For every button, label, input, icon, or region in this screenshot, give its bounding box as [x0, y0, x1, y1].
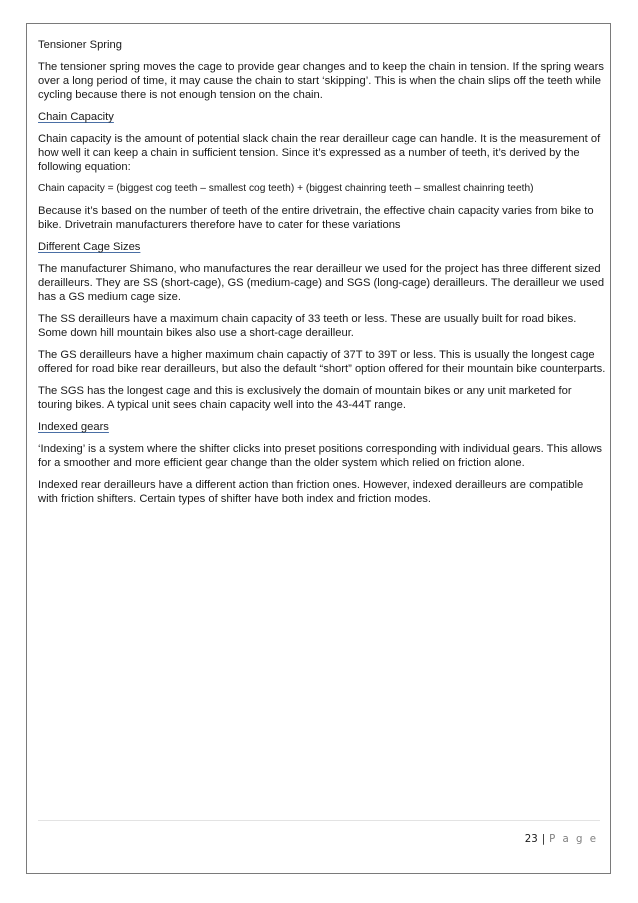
paragraph: The manufacturer Shimano, who manufactures the rear derailleur we used for the project has three different sized derailleurs. They are SS (short-cage), GS (medium-cage) and SGS (long-cage) derailleurs. The derailleur we used has a GS medium cage size.: [38, 263, 605, 303]
footer-separator: |: [541, 834, 546, 845]
paragraph: Chain capacity is the amount of potential slack chain the rear derailleur cage can handle. It is the measurement of how well it can keep a chain in sufficient tension. Since it’s expressed as a number of teeth, it’s derived by the following equation:: [38, 133, 601, 173]
paragraph: The tensioner spring moves the cage to provide gear changes and to keep the chain in tension. If the spring wears over a long period of time, it may cause the chain to start ‘skipping’. This is when the chain slips off the teeth while cycling because there is not enough tension on the chain.: [38, 61, 604, 101]
footer-divider: [38, 820, 600, 821]
paragraph: The GS derailleurs have a higher maximum chain capactiy of 37T to 39T or less. This is usually the longest cage offered for road bike rear derailleurs, but also the default “short” option offered for their mountain bike counterparts.: [38, 349, 606, 375]
page-footer: [525, 834, 598, 845]
chain-capacity-equation: Chain capacity = (biggest cog teeth – smallest cog teeth) + (biggest chainring teeth – smallest chainring teeth): [38, 183, 534, 194]
paragraph: Because it’s based on the number of teeth of the entire drivetrain, the effective chain capacity varies from bike to bike. Drivetrain manufacturers therefore have to cater for these variations: [38, 205, 594, 231]
paragraph: Indexed rear derailleurs have a different action than friction ones. However, indexed derailleurs are compatible with friction shifters. Certain types of shifter have both index and friction modes.: [38, 479, 584, 505]
page-label: P a g e: [549, 834, 598, 845]
document-body: [38, 38, 606, 514]
paragraph: The SGS has the longest cage and this is exclusively the domain of mountain bikes or any unit marketed for touring bikes. A typical unit sees chain capacity well into the 43-44T range.: [38, 385, 572, 411]
paragraph: The SS derailleurs have a maximum chain capacity of 33 teeth or less. These are usually built for road bikes. Some down hill mountain bikes also use a short-cage derailleur.: [38, 313, 577, 339]
heading-tensioner-spring: Tensioner Spring: [38, 39, 122, 51]
heading-different-cage-sizes: Different Cage Sizes: [38, 241, 141, 253]
paragraph: ‘Indexing’ is a system where the shifter clicks into preset positions corresponding with individual gears. This allows for a smoother and more efficient gear change than the older system which relied on friction alone.: [38, 443, 602, 469]
heading-indexed-gears: Indexed gears: [38, 421, 109, 433]
page-number: 23: [524, 834, 538, 845]
heading-chain-capacity: Chain Capacity: [38, 111, 114, 123]
